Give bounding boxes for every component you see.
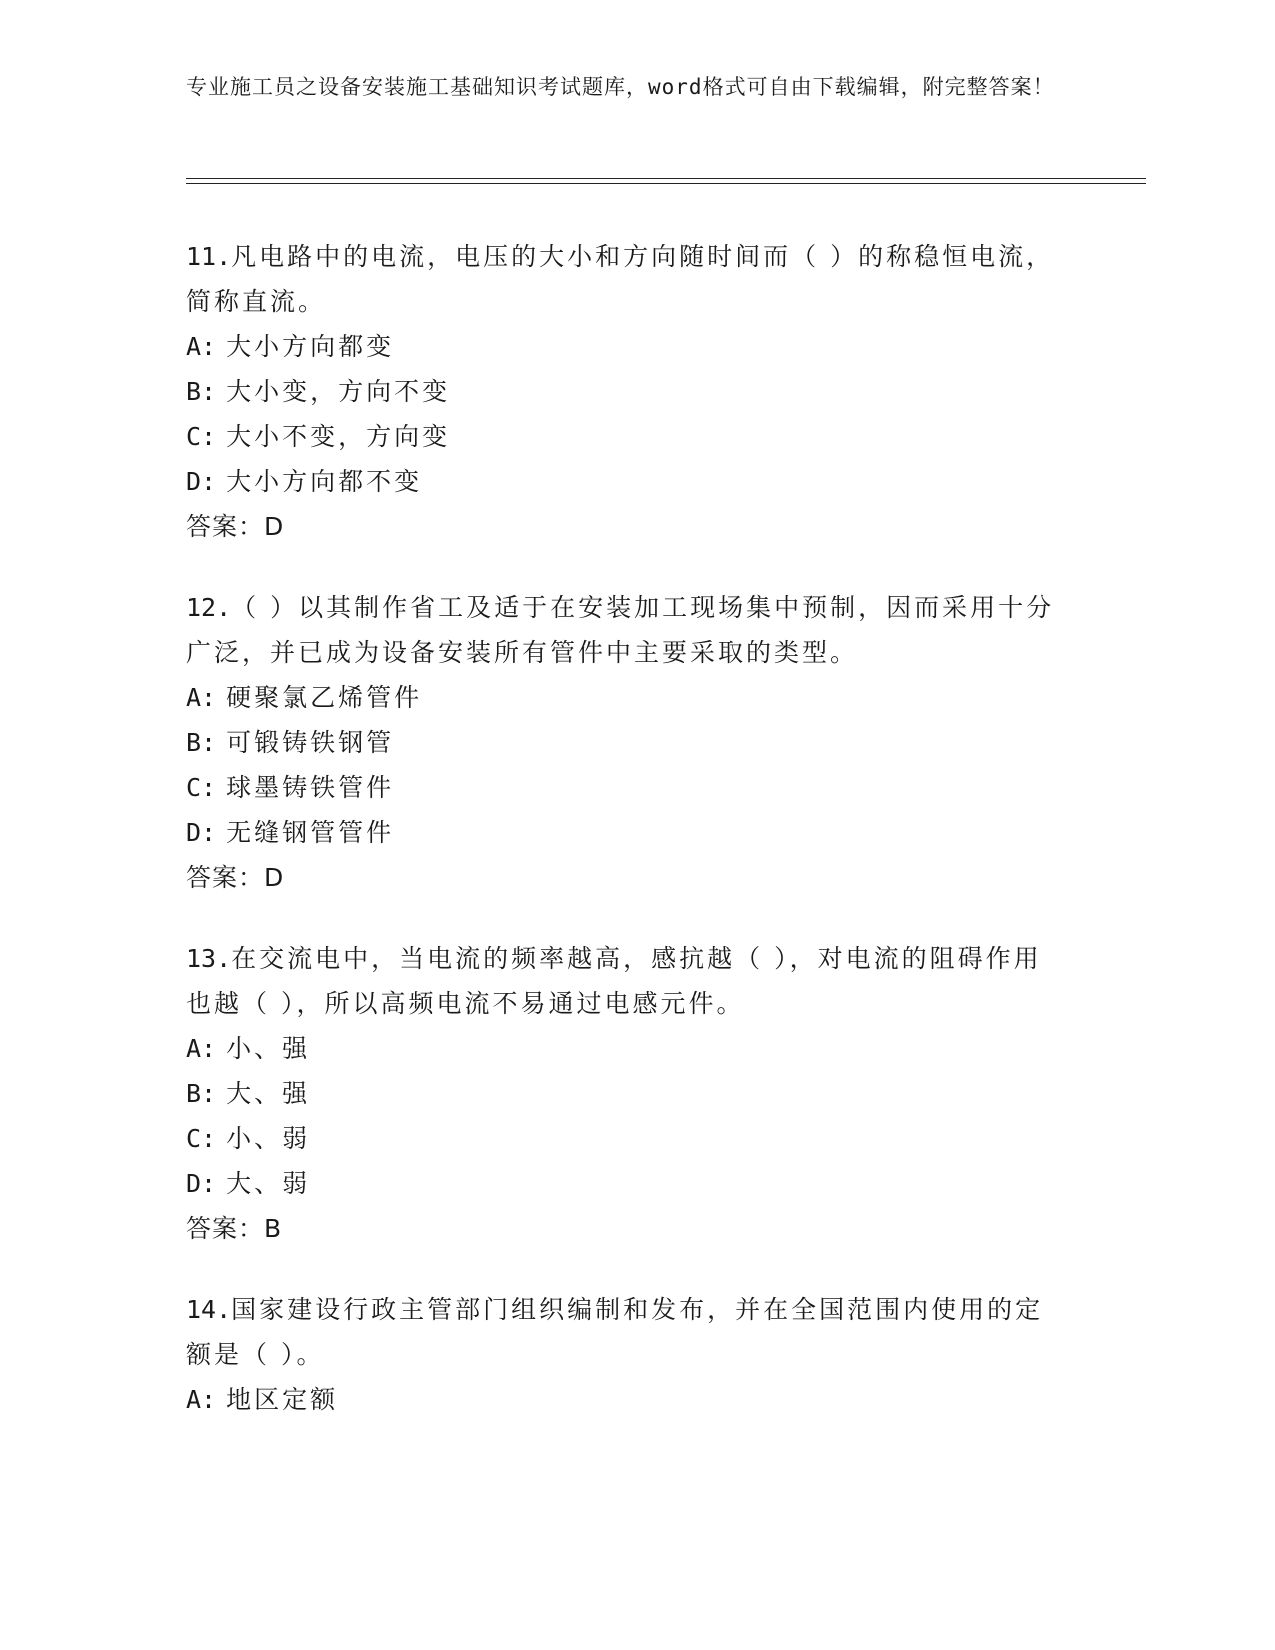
question-stem <box>186 1287 1066 1377</box>
option-letter: C: <box>186 422 217 451</box>
option-letter: A: <box>186 1385 217 1414</box>
option-text: 大、弱 <box>226 1169 311 1198</box>
option-b <box>186 369 1066 414</box>
option-text: 小、弱 <box>226 1124 311 1153</box>
option-letter: D: <box>186 467 217 496</box>
question-number: 11. <box>186 242 232 271</box>
option-text: 球墨铸铁管件 <box>226 773 395 802</box>
option-c <box>186 1116 1066 1161</box>
option-text: 大小变，方向不变 <box>226 377 451 406</box>
option-letter: B: <box>186 1079 217 1108</box>
option-text: 大小方向都不变 <box>226 467 423 496</box>
question-13 <box>186 936 1066 1251</box>
question-text: 凡电路中的电流，电压的大小和方向随时间而（ ）的称稳恒电流，简称直流。 <box>186 242 1055 316</box>
option-text: 硬聚氯乙烯管件 <box>226 683 423 712</box>
answer-line: 答案：D <box>186 512 285 541</box>
option-letter: D: <box>186 818 217 847</box>
question-14 <box>186 1287 1066 1422</box>
answer-line: 答案：D <box>186 863 285 892</box>
option-a <box>186 324 1066 369</box>
option-a <box>186 1026 1066 1071</box>
header-rule-bottom <box>186 183 1146 184</box>
option-letter: A: <box>186 332 217 361</box>
option-letter: C: <box>186 1124 217 1153</box>
option-letter: B: <box>186 377 217 406</box>
option-text: 可锻铸铁钢管 <box>226 728 395 757</box>
question-text: （ ）以其制作省工及适于在安装加工现场集中预制，因而采用十分广泛，并已成为设备安装所有管件中主要采取的类型。 <box>186 593 1055 667</box>
question-stem <box>186 234 1066 324</box>
option-a <box>186 1377 1066 1422</box>
question-text: 在交流电中，当电流的频率越高，感抗越（ ），对电流的阻碍作用也越（ ），所以高频电流不易通过电感元件。 <box>186 944 1042 1018</box>
question-11 <box>186 234 1066 549</box>
option-text: 无缝钢管管件 <box>226 818 395 847</box>
option-b <box>186 1071 1066 1116</box>
option-letter: A: <box>186 1034 217 1063</box>
option-a <box>186 675 1066 720</box>
option-text: 大小方向都变 <box>226 332 395 361</box>
option-letter: B: <box>186 728 217 757</box>
question-number: 13. <box>186 944 232 973</box>
option-d <box>186 459 1066 504</box>
option-text: 小、强 <box>226 1034 311 1063</box>
document-header: 专业施工员之设备安装施工基础知识考试题库，word格式可自由下载编辑，附完整答案！ <box>186 75 1055 99</box>
option-text: 大小不变，方向变 <box>226 422 451 451</box>
option-text: 地区定额 <box>226 1385 339 1414</box>
option-letter: C: <box>186 773 217 802</box>
option-text: 大、强 <box>226 1079 311 1108</box>
option-c <box>186 414 1066 459</box>
answer-line: 答案：B <box>186 1214 283 1243</box>
question-12 <box>186 585 1066 900</box>
option-c <box>186 765 1066 810</box>
option-letter: D: <box>186 1169 217 1198</box>
option-b <box>186 720 1066 765</box>
question-list <box>186 234 1066 1458</box>
question-number: 12. <box>186 593 232 622</box>
option-letter: A: <box>186 683 217 712</box>
option-d <box>186 1161 1066 1206</box>
question-text: 国家建设行政主管部门组织编制和发布，并在全国范围内使用的定额是（ ）。 <box>186 1295 1044 1369</box>
option-d <box>186 810 1066 855</box>
header-rule-top <box>186 178 1146 179</box>
question-stem <box>186 936 1066 1026</box>
question-stem <box>186 585 1066 675</box>
question-number: 14. <box>186 1295 232 1324</box>
